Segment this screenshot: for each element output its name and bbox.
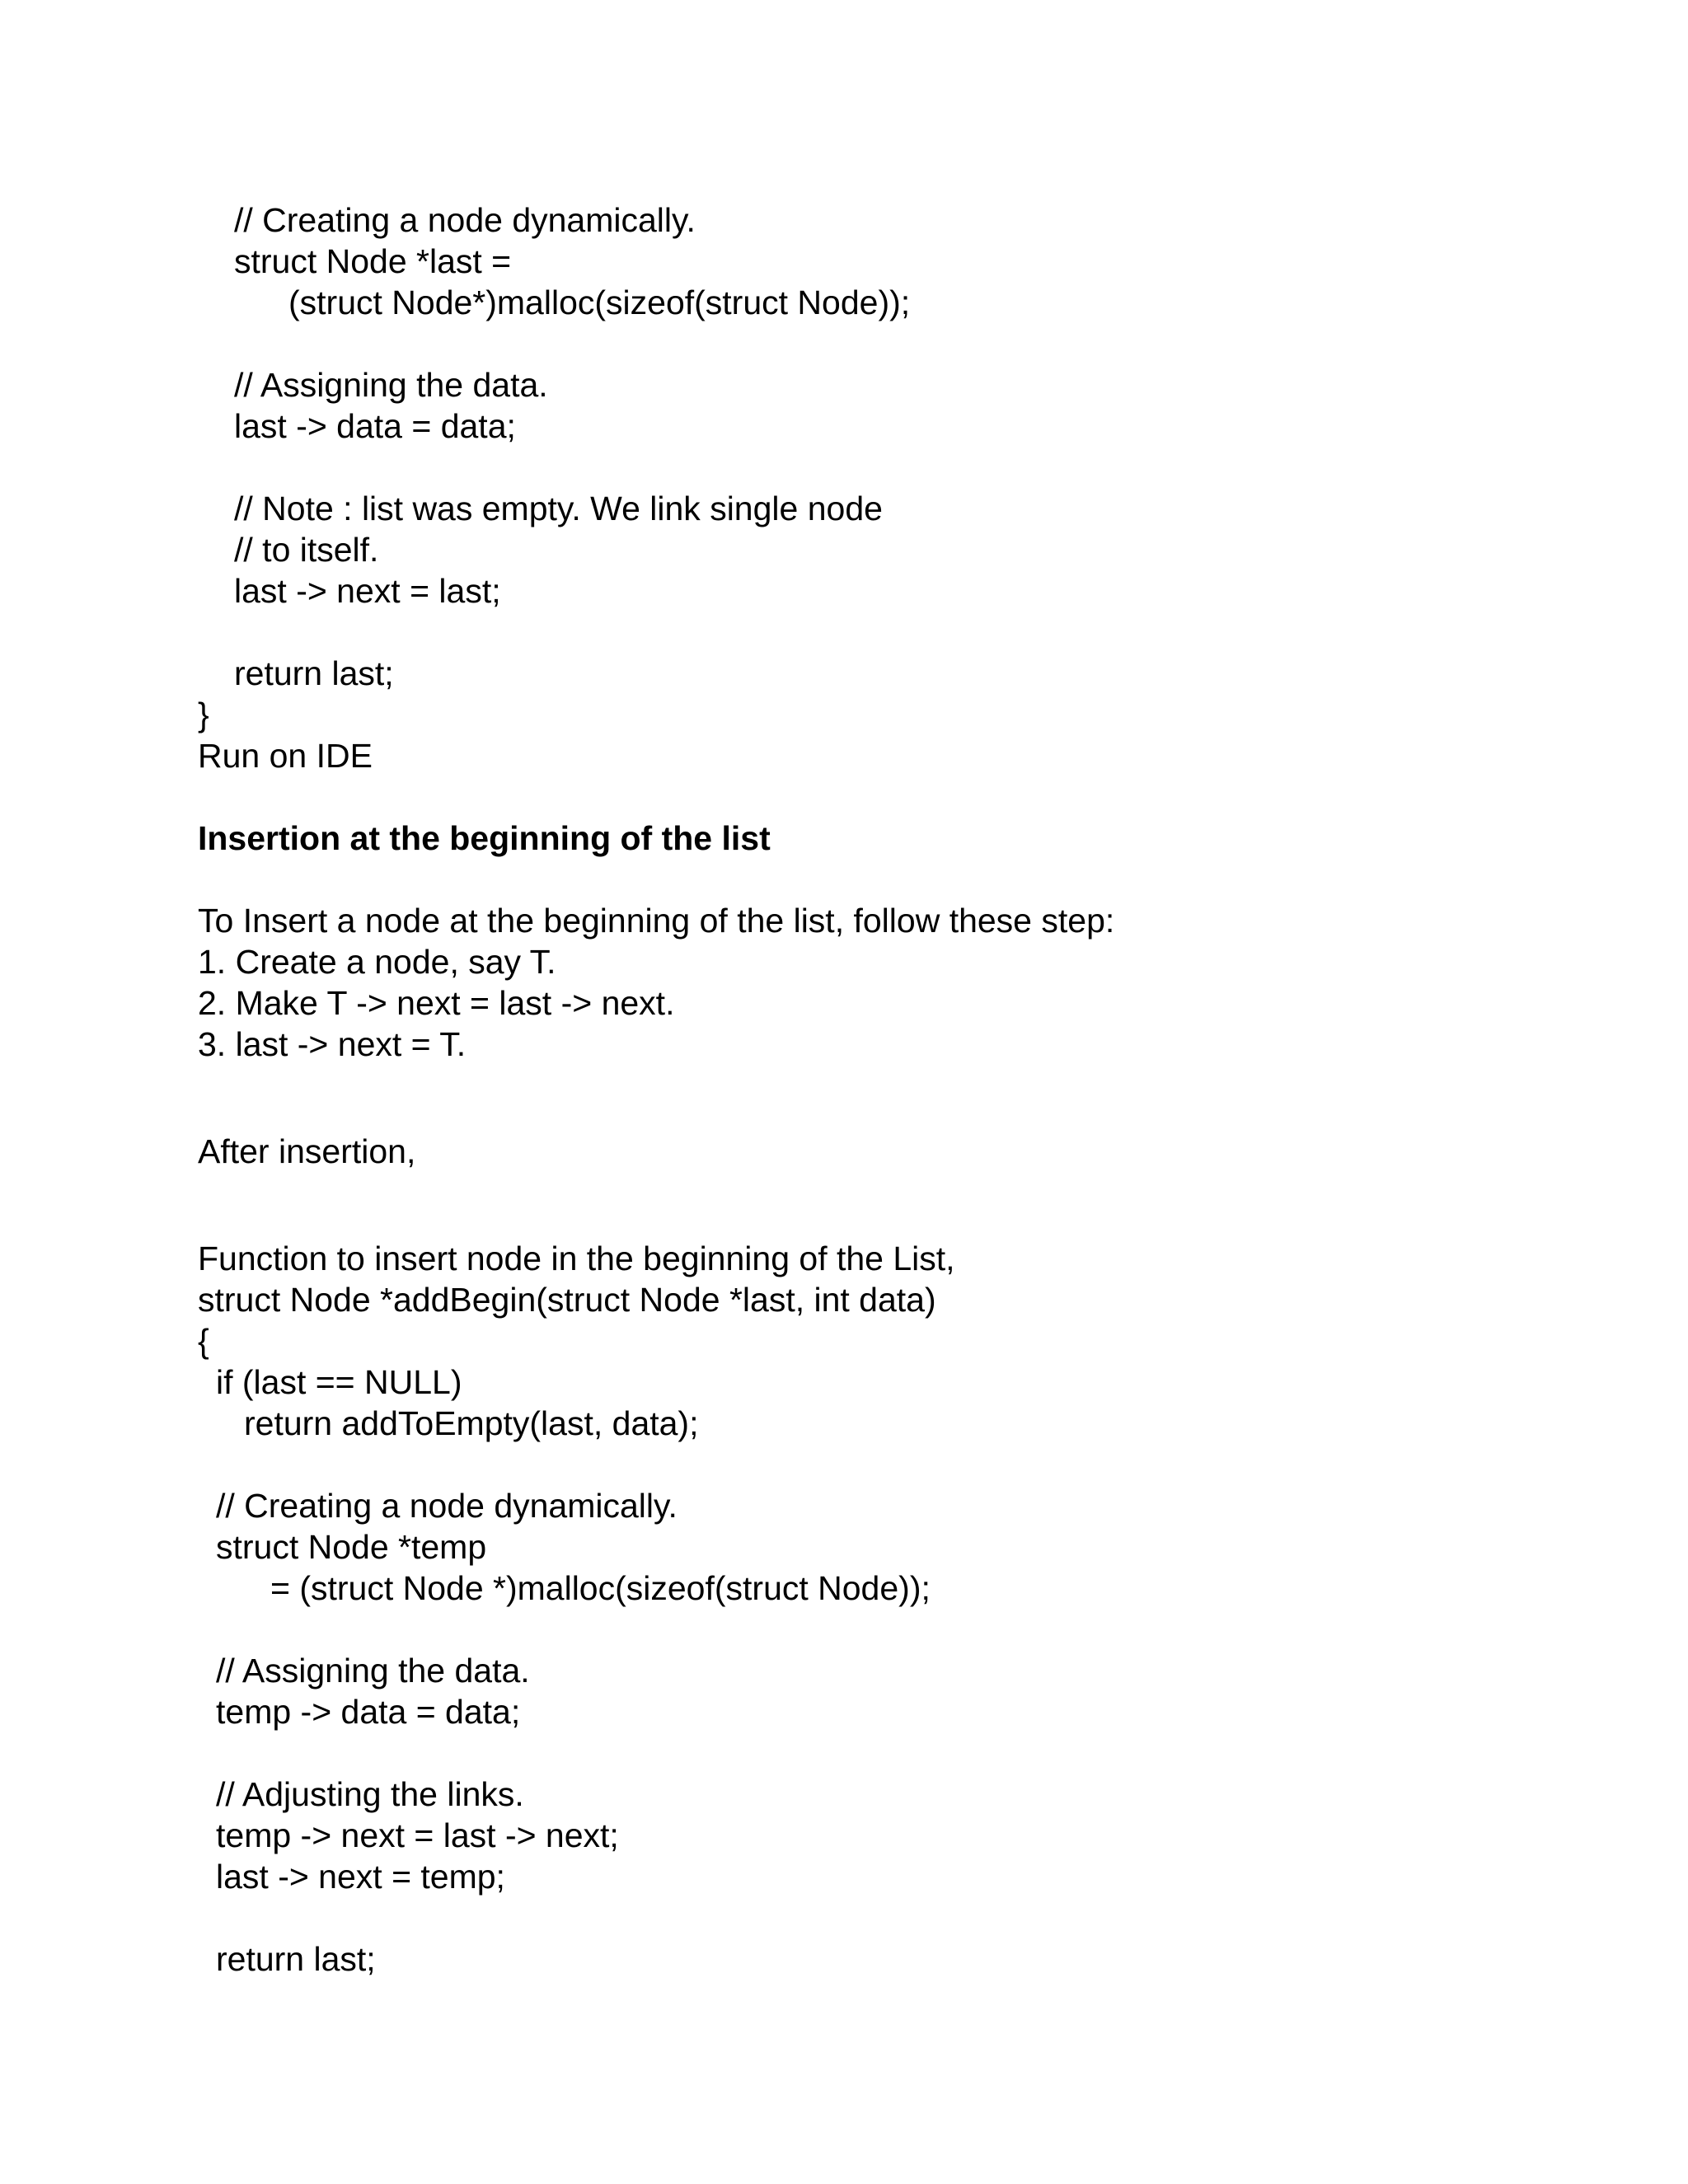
step-2: 2. Make T -> next = last -> next.	[198, 984, 675, 1022]
after-insertion-text: After insertion,	[198, 1132, 416, 1170]
code-line-if-null: if (last == NULL)	[216, 1363, 462, 1401]
section-heading: Insertion at the beginning of the list	[198, 819, 771, 857]
function-description: Function to insert node in the beginning of the List,	[198, 1240, 955, 1277]
code-comment-assigning-data: // Assigning the data.	[234, 366, 548, 404]
code-comment-note-empty: // Note : list was empty. We link single node	[234, 490, 883, 527]
code-line-last-next: last -> next = last;	[234, 572, 501, 610]
code-line-malloc-temp: = (struct Node *)malloc(sizeof(struct Node));	[270, 1569, 931, 1607]
code-line-temp-data: temp -> data = data;	[216, 1693, 521, 1731]
code-closing-brace: }	[198, 696, 209, 733]
code-comment-creating-node-2: // Creating a node dynamically.	[216, 1487, 678, 1525]
code-line-last-next-temp: last -> next = temp;	[216, 1858, 505, 1896]
run-on-ide-text: Run on IDE	[198, 737, 373, 775]
step-1: 1. Create a node, say T.	[198, 943, 556, 981]
code-comment-creating-node: // Creating a node dynamically.	[234, 201, 696, 239]
paragraph-intro: To Insert a node at the beginning of the list, follow these step:	[198, 902, 1115, 940]
code-line-struct-temp: struct Node *temp	[216, 1528, 487, 1566]
code-line-struct-last: struct Node *last =	[234, 242, 512, 280]
code-line-temp-next: temp -> next = last -> next;	[216, 1816, 619, 1854]
code-opening-brace: {	[198, 1322, 209, 1360]
code-line-malloc: (struct Node*)malloc(sizeof(struct Node));	[288, 284, 911, 321]
code-line-signature: struct Node *addBegin(struct Node *last, int data)	[198, 1281, 936, 1319]
code-line-return-last-2: return last;	[216, 1940, 376, 1978]
code-line-last-data: last -> data = data;	[234, 407, 516, 445]
code-line-return-last: return last;	[234, 654, 394, 692]
code-comment-to-itself: // to itself.	[234, 531, 379, 569]
code-line-return-add-to-empty: return addToEmpty(last, data);	[244, 1404, 699, 1442]
step-3: 3. last -> next = T.	[198, 1025, 467, 1063]
code-comment-adjusting-links: // Adjusting the links.	[216, 1775, 524, 1813]
code-comment-assigning-data-2: // Assigning the data.	[216, 1652, 530, 1690]
